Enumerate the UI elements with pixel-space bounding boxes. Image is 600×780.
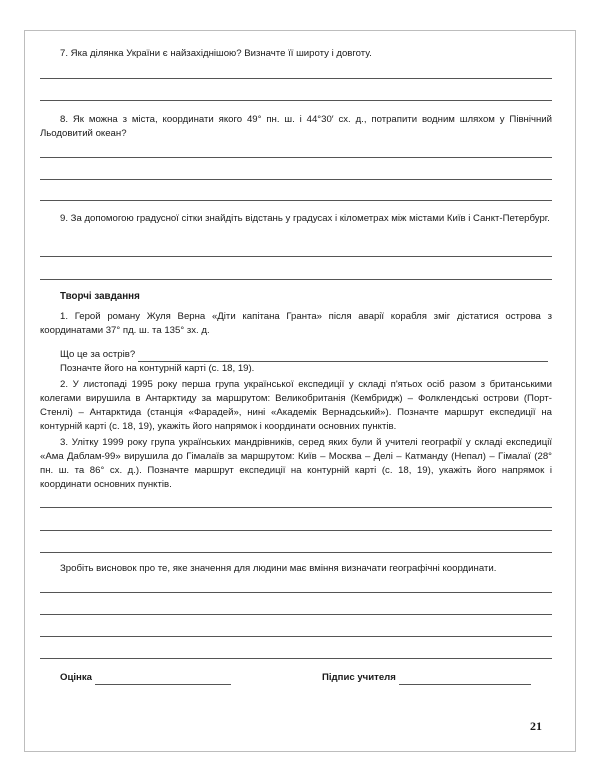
answer-line[interactable] (40, 279, 552, 280)
conclusion-prompt: Зробіть висновок про те, яке значення для людини має вміння визначати географічні координати. (60, 563, 497, 574)
answer-line[interactable] (40, 614, 552, 615)
section-heading: Творчі завдання (60, 291, 140, 302)
grade-line[interactable] (95, 676, 231, 685)
page-number: 21 (530, 719, 542, 733)
answer-line[interactable] (40, 530, 552, 531)
answer-line[interactable] (40, 592, 552, 593)
task1-note: Позначте його на контурній карті (с. 18, 19). (60, 363, 255, 374)
island-prompt: Що це за острів? (60, 349, 136, 360)
signature-label: Підпис учителя (322, 672, 396, 683)
answer-line[interactable] (40, 507, 552, 508)
question-8: 8. Як можна з міста, координати якого 49° пн. ш. і 44°30′ сх. д., потрапити водним шляхом у Північний Льодовитий океан? (40, 114, 552, 139)
grade-label: Оцінка (60, 672, 92, 683)
answer-line[interactable] (40, 200, 552, 201)
question-9: 9. За допомогою градусної сітки знайдіть відстань у градусах і кілометрах між містами Київ і Санкт-Петербург. (60, 213, 550, 224)
answer-line[interactable] (40, 78, 552, 79)
answer-line[interactable] (40, 552, 552, 553)
answer-line[interactable] (40, 100, 552, 101)
signature-line[interactable] (399, 676, 531, 685)
signature-row (322, 671, 531, 685)
grade-row (60, 671, 231, 685)
answer-line[interactable] (40, 157, 552, 158)
question-7: 7. Яка ділянка України є найзахіднішою? Визначте її широту і довготу. (60, 48, 372, 59)
answer-line[interactable] (40, 658, 552, 659)
creative-task-2: 2. У листопаді 1995 року перша група української експедиції у складі п'ятьох осіб разом з британськими колегами вирушила в Антарктиду за маршрутом: Великобританія (Кембридж) – Фолклендські острови (Порт-Стенлі) – Антарктида (станція «Фарадей», нині «Академік Вернадський»). Позначте маршрут експедиції на контурній карті (с. 18, 19), укажіть його напрямок і координати основних пунктів. (40, 379, 552, 432)
answer-line[interactable] (40, 179, 552, 180)
island-answer-row (60, 348, 548, 362)
island-answer-line[interactable] (138, 353, 548, 362)
answer-line[interactable] (40, 636, 552, 637)
creative-task-3: 3. Улітку 1999 року група українських мандрівників, серед яких були й учителі географії у складі експедиції «Ама Даблам-99» вирушила до Гімалаїв за маршрутом: Київ – Москва – Делі – Катманду (Непал) – Гімалаї (28° пн. ш. та 86° сх. д.). Позначте маршрут експедиції на контурній карті (с. 18, 19), укажіть його напрямок і координати основних пунктів. (40, 437, 552, 490)
creative-task-1: 1. Герой роману Жуля Верна «Діти капітана Гранта» після аварії корабля зміг дістатися острова з координатами 37° пд. ш. та 135° зх. д. (40, 311, 552, 336)
answer-line[interactable] (40, 256, 552, 257)
